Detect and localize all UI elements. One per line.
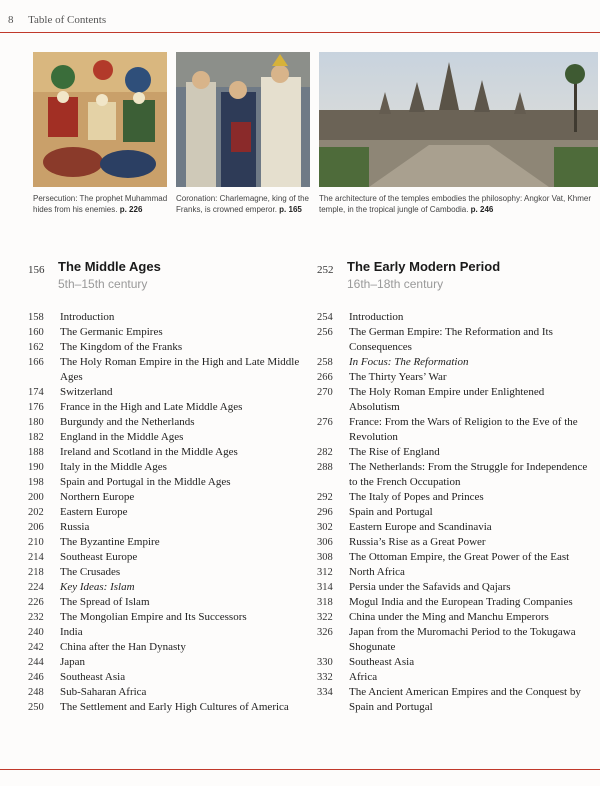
toc-entry[interactable] (28, 520, 318, 535)
toc-entry-page: 332 (317, 672, 333, 683)
toc-entry-page: 254 (317, 312, 333, 323)
toc-entry-page: 200 (28, 492, 44, 503)
toc-entry[interactable] (28, 400, 318, 415)
toc-entry-title: Burgundy and the Netherlands (60, 416, 195, 428)
toc-entry[interactable] (317, 460, 597, 490)
toc-entry-page: 276 (317, 417, 333, 428)
toc-entry-title: Southeast Asia (349, 656, 415, 668)
toc-entry[interactable] (317, 310, 597, 325)
toc-entry-title: The Ancient American Empires and the Conquest by Spain and Portugal (349, 686, 581, 713)
toc-entry-title: The Crusades (60, 566, 121, 578)
toc-entry[interactable] (317, 685, 597, 715)
toc-entry-page: 282 (317, 447, 333, 458)
toc-entry-title: North Africa (349, 566, 405, 578)
toc-entry-page: 330 (317, 657, 333, 668)
section-title[interactable]: The Early Modern Period (347, 259, 501, 274)
toc-entry[interactable] (317, 355, 597, 370)
toc-entry-title: Key Ideas: Islam (60, 581, 135, 593)
toc-entry-page: 334 (317, 687, 333, 698)
toc-entry-page: 214 (28, 552, 44, 563)
toc-entry-title: France in the High and Late Middle Ages (60, 401, 243, 413)
toc-entry[interactable] (317, 445, 597, 460)
toc-entry-page: 292 (317, 492, 333, 503)
photo-persecution (33, 52, 167, 187)
toc-entry-title: The Italy of Popes and Princes (349, 491, 484, 503)
toc-entry-page: 308 (317, 552, 333, 563)
toc-entry[interactable] (28, 505, 318, 520)
toc-entry-title: Southeast Asia (60, 671, 126, 683)
toc-entry-list (317, 310, 597, 715)
toc-entry-page: 232 (28, 612, 44, 623)
toc-entry-page: 162 (28, 342, 44, 353)
toc-entry[interactable] (28, 355, 318, 385)
toc-entry-page: 210 (28, 537, 44, 548)
toc-entry-title: Africa (349, 671, 378, 683)
toc-section-early-modern (317, 258, 597, 715)
section-heading (28, 258, 318, 310)
toc-entry[interactable] (28, 640, 318, 655)
toc-entry[interactable] (28, 445, 318, 460)
toc-entry[interactable] (28, 430, 318, 445)
toc-entry[interactable] (28, 385, 318, 400)
toc-entry[interactable] (28, 475, 318, 490)
toc-entry[interactable] (317, 490, 597, 505)
toc-entry[interactable] (317, 670, 597, 685)
toc-entry-page: 322 (317, 612, 333, 623)
toc-entry[interactable] (317, 580, 597, 595)
toc-entry-title: The Kingdom of the Franks (60, 341, 183, 353)
toc-entry-page: 256 (317, 327, 333, 338)
toc-entry-title: In Focus: The Reformation (349, 356, 469, 368)
toc-entry-title: Introduction (349, 311, 404, 323)
toc-entry-page: 248 (28, 687, 44, 698)
toc-entry-page: 206 (28, 522, 44, 533)
toc-entry-title: Ireland and Scotland in the Middle Ages (60, 446, 238, 458)
toc-entry[interactable] (28, 535, 318, 550)
toc-entry-page: 180 (28, 417, 44, 428)
toc-entry[interactable] (28, 625, 318, 640)
toc-section-middle-ages (28, 258, 318, 715)
toc-entry-title: The Germanic Empires (60, 326, 163, 338)
photo-caption-3: The architecture of the temples embodies the philosophy: Angkor Vat, Khmer temple, in the tropical jungle of Cambodia. p. 246 (319, 194, 591, 214)
toc-entry-title: The Rise of England (349, 446, 440, 458)
toc-entry-title: The Spread of Islam (60, 596, 150, 608)
toc-entry-page: 218 (28, 567, 44, 578)
toc-entry-title: Spain and Portugal in the Middle Ages (60, 476, 231, 488)
toc-entry[interactable] (28, 415, 318, 430)
toc-entry-page: 224 (28, 582, 44, 593)
toc-entry[interactable] (28, 595, 318, 610)
section-title[interactable]: The Middle Ages (58, 259, 161, 274)
toc-entry-title: The Holy Roman Empire under Enlightened Absolutism (349, 386, 545, 413)
toc-entry-page: 296 (317, 507, 333, 518)
toc-entry-title: The Settlement and Early High Cultures of America (60, 701, 289, 713)
toc-entry[interactable] (317, 565, 597, 580)
toc-entry-page: 176 (28, 402, 44, 413)
toc-entry[interactable] (28, 325, 318, 340)
toc-entry-list (28, 310, 318, 715)
toc-entry-page: 174 (28, 387, 44, 398)
toc-entry-page: 314 (317, 582, 333, 593)
toc-entry[interactable] (28, 460, 318, 475)
toc-entry[interactable] (28, 490, 318, 505)
photo-caption-2: Coronation: Charlemagne, king of the Franks, is crowned emperor. p. 165 (176, 194, 309, 214)
toc-entry[interactable] (317, 415, 597, 445)
toc-entry-page: 198 (28, 477, 44, 488)
toc-entry-title: France: From the Wars of Religion to the Eve of the Revolution (349, 416, 578, 443)
toc-entry-page: 158 (28, 312, 44, 323)
toc-entry-title: Japan (60, 656, 86, 668)
toc-entry[interactable] (28, 340, 318, 355)
page-title: Table of Contents (28, 14, 107, 26)
photo-caption-1: Persecution: The prophet Muhammad hides from his enemies. p. 226 (33, 194, 168, 214)
toc-entry-page: 190 (28, 462, 44, 473)
toc-entry-page: 240 (28, 627, 44, 638)
toc-entry-title: The Byzantine Empire (60, 536, 160, 548)
toc-entry-page: 244 (28, 657, 44, 668)
section-page-number: 252 (317, 264, 334, 276)
toc-entry-page: 258 (317, 357, 333, 368)
page-header (8, 14, 106, 26)
toc-entry-title: Southeast Europe (60, 551, 138, 563)
toc-entry[interactable] (28, 670, 318, 685)
toc-entry[interactable] (28, 685, 318, 700)
toc-entry-title: Switzerland (60, 386, 113, 398)
toc-entry-title: China under the Ming and Manchu Emperors (349, 611, 549, 623)
toc-entry-title: The Mongolian Empire and Its Successors (60, 611, 247, 623)
toc-entry[interactable] (317, 595, 597, 610)
toc-entry-title: India (60, 626, 83, 638)
toc-entry-title: The Thirty Years’ War (349, 371, 447, 383)
toc-entry-title: Eastern Europe and Scandinavia (349, 521, 492, 533)
toc-entry-title: Italy in the Middle Ages (60, 461, 167, 473)
section-heading (317, 258, 597, 310)
toc-entry-title: Persia under the Safavids and Qajars (349, 581, 511, 593)
toc-entry-page: 226 (28, 597, 44, 608)
toc-entry-page: 166 (28, 357, 44, 368)
toc-entry-title: The Holy Roman Empire in the High and Late Middle Ages (60, 356, 300, 383)
toc-entry-title: England in the Middle Ages (60, 431, 184, 443)
toc-entry[interactable] (317, 625, 597, 655)
toc-entry[interactable] (317, 610, 597, 625)
section-page-number: 156 (28, 264, 45, 276)
toc-entry-page: 306 (317, 537, 333, 548)
toc-entry-page: 266 (317, 372, 333, 383)
toc-entry-title: Russia’s Rise as a Great Power (349, 536, 486, 548)
toc-entry-page: 242 (28, 642, 44, 653)
toc-entry[interactable] (317, 325, 597, 355)
section-subtitle: 5th–15th century (58, 277, 148, 291)
toc-entry-page: 270 (317, 387, 333, 398)
toc-entry-page: 326 (317, 627, 333, 638)
toc-entry-title: China after the Han Dynasty (60, 641, 186, 653)
toc-entry-page: 312 (317, 567, 333, 578)
toc-entry[interactable] (317, 655, 597, 670)
toc-entry[interactable] (28, 310, 318, 325)
toc-entry-page: 288 (317, 462, 333, 473)
toc-entry-title: Mogul India and the European Trading Companies (349, 596, 573, 608)
toc-entry-title: Spain and Portugal (349, 506, 433, 518)
toc-entry[interactable] (28, 700, 318, 715)
toc-entry-title: Sub-Saharan Africa (60, 686, 147, 698)
toc-entry-page: 250 (28, 702, 44, 713)
toc-entry-title: Northern Europe (60, 491, 135, 503)
toc-entry-title: The German Empire: The Reformation and Its Consequences (349, 326, 553, 353)
toc-entry-title: Russia (60, 521, 90, 533)
toc-entry[interactable] (28, 610, 318, 625)
toc-entry-page: 302 (317, 522, 333, 533)
toc-entry[interactable] (317, 370, 597, 385)
photo-angkor-vat (319, 52, 598, 187)
toc-entry[interactable] (317, 535, 597, 550)
toc-entry-title: Japan from the Muromachi Period to the Tokugawa Shogunate (349, 626, 576, 653)
toc-entry[interactable] (317, 505, 597, 520)
toc-entry-title: The Ottoman Empire, the Great Power of the East (349, 551, 570, 563)
header-rule (0, 32, 600, 33)
toc-entry-page: 246 (28, 672, 44, 683)
toc-entry[interactable] (317, 385, 597, 415)
toc-entry[interactable] (317, 520, 597, 535)
toc-entry[interactable] (28, 565, 318, 580)
toc-entry-page: 202 (28, 507, 44, 518)
toc-entry[interactable] (28, 580, 318, 595)
toc-entry-title: Eastern Europe (60, 506, 128, 518)
footer-rule (0, 769, 600, 770)
toc-entry-page: 160 (28, 327, 44, 338)
photo-coronation (176, 52, 310, 187)
toc-entry-page: 182 (28, 432, 44, 443)
toc-entry-page: 318 (317, 597, 333, 608)
page-number: 8 (8, 14, 14, 26)
toc-entry[interactable] (317, 550, 597, 565)
toc-entry[interactable] (28, 655, 318, 670)
section-subtitle: 16th–18th century (347, 277, 444, 291)
toc-entry-title: Introduction (60, 311, 115, 323)
toc-entry-title: The Netherlands: From the Struggle for Independence to the French Occupation (349, 461, 588, 488)
toc-entry-page: 188 (28, 447, 44, 458)
toc-entry[interactable] (28, 550, 318, 565)
